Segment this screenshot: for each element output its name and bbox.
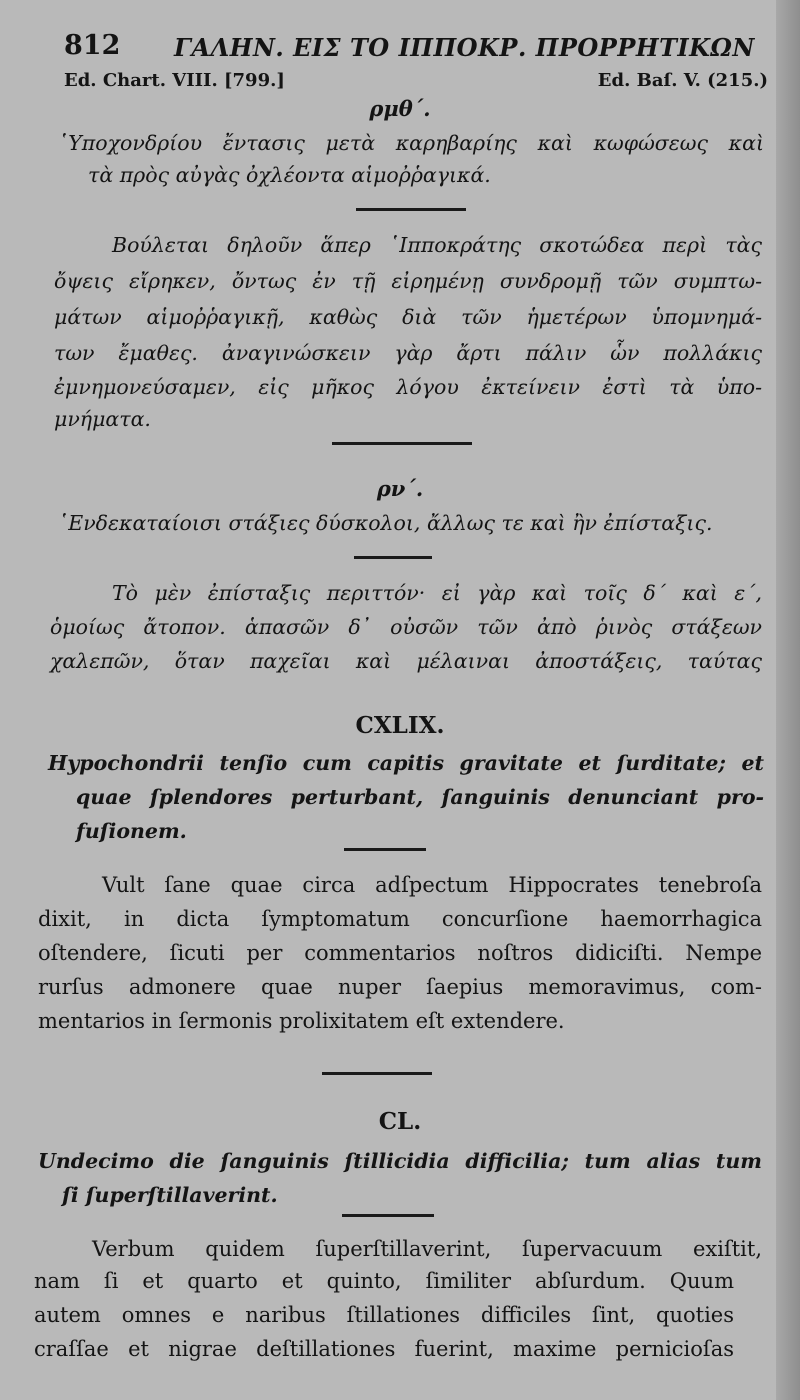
running-title: ΓΑΛΗΝ. ΕΙΣ ΤΟ ΙΠΠΟΚΡ. ΠΡΟΡΡΗΤΙΚΩΝ [174,33,755,62]
greek-commentary-line: ὄψεις εἴρηκεν, ὄντως ἐν τῇ εἰρημένῃ συνδρομῇ τῶν συμπτω- [54,269,762,293]
section-rule [354,556,432,559]
section-rule [342,1214,434,1217]
latin-lemma-line: quae ſplendores perturbant, ſanguinis denunciant pro- [76,785,764,809]
latin-commentary-line: nam ſi et quarto et quinto, ſimiliter abſurdum. Quum [34,1269,734,1293]
greek-commentary-line: ὁμοίως ἄτοπον. ἁπασῶν δ᾽ οὐσῶν τῶν ἀπὸ ῥινὸς στάξεων [50,615,762,639]
greek-commentary-line: μάτων αἱμοῤῥαγικῇ, καθὼς διὰ τῶν ἡμετέρων ὑπομνημά- [54,305,762,329]
greek-lemma-line: ῾Ενδεκαταίοισι στάξιες δύσκολοι, ἄλλως τε καὶ ἢν ἐπίσταξις. [58,511,713,535]
greek-commentary-line: των ἔμαθες. ἀναγινώσκειν γὰρ ἄρτι πάλιν ὧν πολλάκις [54,341,762,365]
greek-commentary-line: Τὸ μὲν ἐπίσταξις περιττόν· εἰ γὰρ καὶ τοῖς δ΄ καὶ ε΄, [112,581,762,605]
latin-lemma-line: fuſionem. [76,819,187,843]
section-number-latin: CL. [378,1108,422,1135]
greek-lemma-line: ῾Υποχονδρίου ἔντασις μετὰ καρηβαρίης καὶ κωφώσεως καὶ [58,131,764,155]
greek-commentary-line: μνήματα. [54,407,151,431]
page-edge-shadow [776,0,800,1400]
latin-commentary-line: autem omnes e naribus ſtillationes difficiles ſint, quoties [34,1303,734,1327]
section-rule [332,442,472,445]
edition-line [64,70,768,96]
greek-commentary-line: ἐμνημονεύσαμεν, εἰς μῆκος λόγου ἐκτείνειν ἐστὶ τὰ ὑπο- [54,375,762,399]
latin-commentary-line: oſtendere, ſicuti per commentarios noſtros didiciſti. Nempe [38,941,762,965]
latin-commentary-line: Vult ſane quae circa adſpectum Hippocrates tenebroſa [102,873,762,897]
section-rule [322,1072,432,1075]
page-number: 812 [64,30,121,61]
latin-commentary-line: rurſus admonere quae nuper ſaepius memoravimus, com- [38,975,762,999]
latin-commentary-line: Verbum quidem ſuperſtillaverint, ſupervacuum exiſtit, [92,1237,762,1261]
edition-chartier: Ed. Chart. VIII. [799.] [64,70,285,91]
greek-commentary-line: Βούλεται δηλοῦν ἅπερ ῾Ιπποκράτης σκοτώδεα περὶ τὰς [112,233,762,257]
latin-commentary-line: dixit, in dicta ſymptomatum concurſione haemorrhagica [38,907,762,931]
section-number-greek: ρν΄. [376,476,424,501]
greek-lemma-line: τὰ πρὸς αὐγὰς ὀχλέοντα αἱμοῤῥαγικά. [88,163,491,187]
latin-lemma-line: Hypochondrii tenſio cum capitis gravitate et ſurditate; et [48,751,764,775]
latin-lemma-line: ſi ſuperſtillaverint. [62,1183,278,1207]
section-rule [344,848,426,851]
running-header [64,30,764,62]
latin-lemma-line: Undecimo die ſanguinis ſtillicidia difficilia; tum alias tum [38,1149,762,1173]
edition-basel: Ed. Baſ. V. (215.) [597,70,768,91]
section-number-latin: CXLIX. [355,712,445,739]
greek-commentary-line: χαλεπῶν, ὅταν παχεῖαι καὶ μέλαιναι ἀποστάξεις, ταύτας [50,649,762,673]
section-rule [356,208,466,211]
latin-commentary-line: mentarios in ſermonis prolixitatem eſt extendere. [38,1009,565,1033]
section-number-greek: ρμθ΄. [369,96,431,121]
latin-commentary-line: craſſae et nigrae deſtillationes fuerint, maxime pernicioſas [34,1337,734,1361]
